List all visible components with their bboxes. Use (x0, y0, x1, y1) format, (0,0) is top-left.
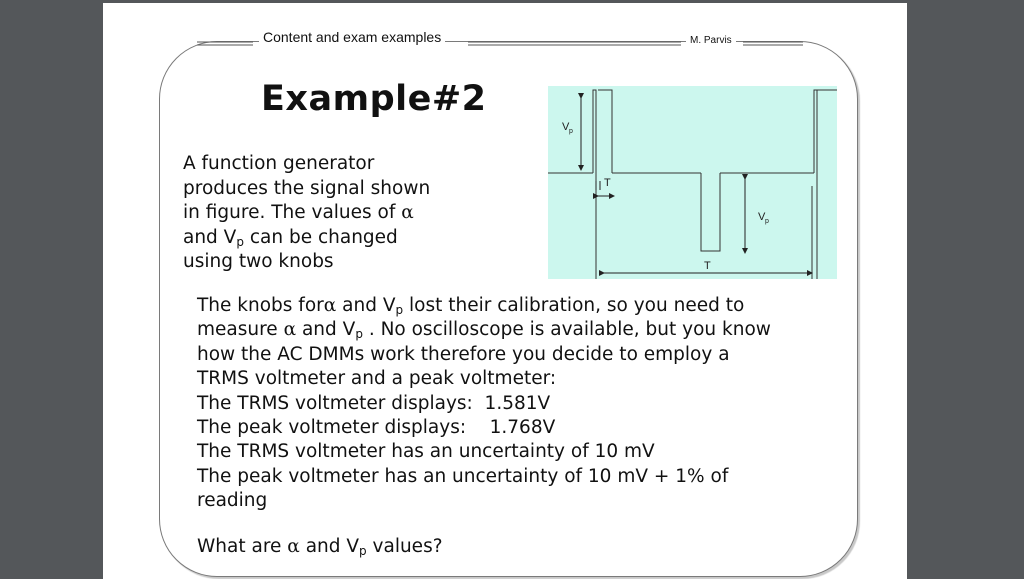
example-title: Example#2 (261, 79, 487, 119)
subscript-p: p (236, 234, 244, 249)
intro-line: produces the signal shown (183, 177, 431, 199)
body-text: and V (336, 295, 396, 316)
trms-reading-value: 1.581V (484, 392, 551, 414)
label-vp-right: V (758, 211, 766, 223)
header-author: M. Parvis (686, 35, 736, 46)
question-text: What are (197, 536, 282, 557)
body-line: TRMS voltmeter and a peak voltmeter: (197, 368, 557, 390)
intro-paragraph (183, 152, 483, 275)
body-text: The knobs for (197, 295, 324, 316)
peak-reading-value: 1.768V (489, 417, 556, 439)
label-t-small: T (604, 177, 611, 189)
label-vp-right-sub: p (765, 218, 769, 225)
body-line: reading (197, 490, 268, 512)
body-text: The peak voltmeter displays: (197, 417, 467, 439)
body-line (197, 318, 847, 342)
intro-line (183, 226, 483, 251)
document-page (103, 3, 907, 579)
intro-line: A function generator (183, 153, 375, 174)
label-vp-left: V (562, 121, 570, 133)
body-text: lost their calibration, so you need to (403, 295, 745, 316)
signal-figure (548, 86, 837, 279)
question-text: values? (366, 536, 443, 557)
question-text: and V (305, 536, 360, 557)
label-vp-left-sub: p (569, 128, 573, 135)
alpha-symbol: α (283, 319, 297, 341)
body-text: measure (197, 319, 278, 341)
intro-text: in figure. The values of (183, 202, 396, 223)
trms-reading-line (197, 392, 847, 416)
body-line: The peak voltmeter has an uncertainty of 10 mV + 1% of (197, 465, 729, 487)
label-t-bottom: T (704, 260, 711, 272)
waveform-diagram (548, 86, 837, 279)
subscript-p: p (355, 327, 363, 342)
body-line: how the AC DMMs work therefore you decide to employ a (197, 343, 730, 365)
question-line (197, 536, 443, 557)
alpha-symbol: α (401, 202, 414, 223)
peak-reading-line (197, 416, 847, 440)
body-text: The TRMS voltmeter displays: (197, 392, 473, 414)
intro-line (183, 201, 483, 226)
header-rules (103, 3, 907, 63)
intro-line: using two knobs (183, 251, 334, 272)
header-course-title: Content and exam examples (259, 29, 445, 45)
problem-text (197, 294, 847, 514)
intro-text: can be changed (243, 226, 398, 248)
alpha-symbol: α (287, 536, 300, 557)
subscript-p: p (359, 544, 367, 558)
body-line: The TRMS voltmeter has an uncertainty of 10 mV (197, 441, 655, 463)
alpha-symbol: α (323, 295, 337, 316)
body-text: and V (296, 319, 356, 341)
subscript-p: p (395, 303, 404, 317)
intro-text: and V (183, 226, 237, 248)
body-text: . No oscilloscope is available, but you know (362, 319, 771, 341)
body-line (197, 294, 847, 318)
